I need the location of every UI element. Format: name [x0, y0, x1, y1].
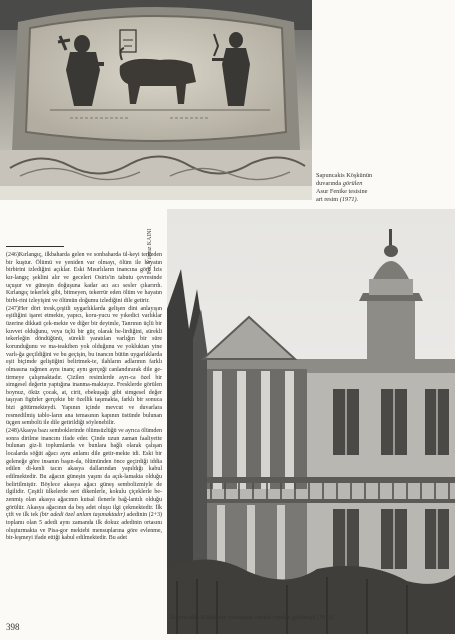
top-caption-line3: Asur Fenike tesisine [316, 188, 368, 195]
top-caption-line4 [316, 196, 448, 204]
footnotes-column [6, 252, 162, 543]
bottom-caption-year: (1971). [316, 614, 335, 621]
footnote-text: Kırlangıç, ilkbaharda gelen ve sonbaharda ül-keyi terkeden bir kuştur. Ölümü ve yeniden var olmayı, ölüm ile hayatın birbirini izlediğini açıklar. Eski Mısırlıların inancına göre İzis kır-langıç şeklini alır ve geceleri Osiris'in tabutu çevresinde uçuşur ve güneşin doğuşuna kadar acı acı sesler çıkarırdı. Kırlangıç tekerlek gibi, bitmeyen, tekerrür eden ölüm ve hayatın birbi-rini izleyişini ve ölümün doğumu izlediğini dile getirir. [6, 252, 162, 304]
page-number: 398 [6, 622, 20, 632]
footnote-number: (246) [6, 252, 19, 258]
top-photo-wall-painting [0, 0, 312, 200]
bottom-caption-text: Sapuncakis Köşkünün yanmadan önceki yandan görünüşü [171, 614, 316, 621]
top-photo-caption [316, 172, 448, 204]
footnote-text: Her dört tresk,çeşitli uygarlıklarda gelişen dini anlayışın eşitliğini işaret etmekte, yapıcı, koru-yucu ve yıkedici varlıklar üzerine dikkati çek-mekte ve diğer bir deyimle, Tanrının üçlü bir kuvvet olduğunu, veya üçlü bir güç olarak be-lirdiğini, sürekli tekerleğin döndüğünü, sürekli yaratılan varlığın bir süre korunduğunu ve ma-teakiben yok olduğunu ve yokluktan yine varlı-ğa geçildiğini ve bu geçişin, bu inancın bütün uygarlıklarda eşit biçimde geliştiğini belirtmek-te, ilahların adlarının farklı olmasına rağmen aynı inanç aynı gerçeği canlandırarak dile ge-tirmeye çalışmaktadır. Çizilen resimlerde ayrı-ca özel bir simgesel değerin yaptığına inanma-maktayız. Fresklerde görülen boynuz, öküz çocak, at, cirit, ebekuşağı gibi simgesel değer taşıyan figürler gerçekte bir özellik taşımakta, farklı bir sonuca bizi götürmekteydi. Yapının içinde mevcut ve duvarlara resmedilmiş tablo-ların ana temasının kapının üstünde bulunan üçgen sembolü ile dile getirildiği söylenebilir. [6, 305, 162, 427]
bottom-photo-mansion [167, 209, 455, 634]
top-caption-line1: Sapuncakis Köşkünün [316, 172, 373, 179]
footnote-247 [6, 306, 162, 429]
footnote-248 [6, 428, 162, 543]
top-caption-year: (1971). [339, 196, 359, 203]
top-caption-line2 [316, 180, 448, 188]
footnote-text-cont: adedinin (2+3) toplamı olan 5 adedi aynı zamanda ilk dokuz adedinin ortasını oluşturmakta ve Pisa-gor mektebi mensuplarına göre evlenme, bir-leşmeyi ifade ettiği kabul edilmektedir. Bu adet [6, 512, 163, 542]
mansion-image [167, 209, 455, 634]
footnote-italic: (bir adedi özel anlam taşımaktadır) [39, 512, 125, 519]
footnote-number: (247) [6, 305, 19, 312]
top-caption-line2-b: görülen [342, 180, 363, 187]
wall-painting-image [0, 0, 312, 200]
top-caption-line4-a: art resim [316, 196, 339, 203]
footnote-246 [6, 252, 162, 306]
photo-credit: Fot. Yılmaz KAINI [147, 228, 153, 274]
footnote-number: (248) [6, 428, 19, 435]
top-caption-line2-a: duvarında [316, 180, 342, 187]
footnote-text: Akasya bazı semboklerinde ölümsüzlüğü ve ayrıca ölümden sonra dirilme inancını ifade eder. Çinde uzun zaman faaliyette bulunan giz-li toplumlarda ve bunlara bağlı olarak çalışan localarda söğüt ağacı aynı anlamı dile getir-mekte idi. Eski bir geleneğe göre insanın başın-da, ölümünden önce geçirdiği iddia edilen di-kenli tacın akasya dallarından yapıldığı kabul edilmektedir. Bu ağacın güneşin yaşını da açık-lamakta olduğu belirtilmiştir. Böylece akasya ağacı güneş sembolizmiyle de ilgilidir. Çeşitli ülkelerde sert dikenlerle, kokulu çiçeklerle be-zenmiş olan akasya ağacının kutsal ilenerle bağ-lantılı olduğu görülür. Akasya ağacının da beş adet oluşu ilgi çekmektedir. İlk çift ve ilk tek [6, 428, 162, 519]
footnote-rule [6, 246, 64, 247]
bottom-photo-caption [171, 614, 451, 622]
